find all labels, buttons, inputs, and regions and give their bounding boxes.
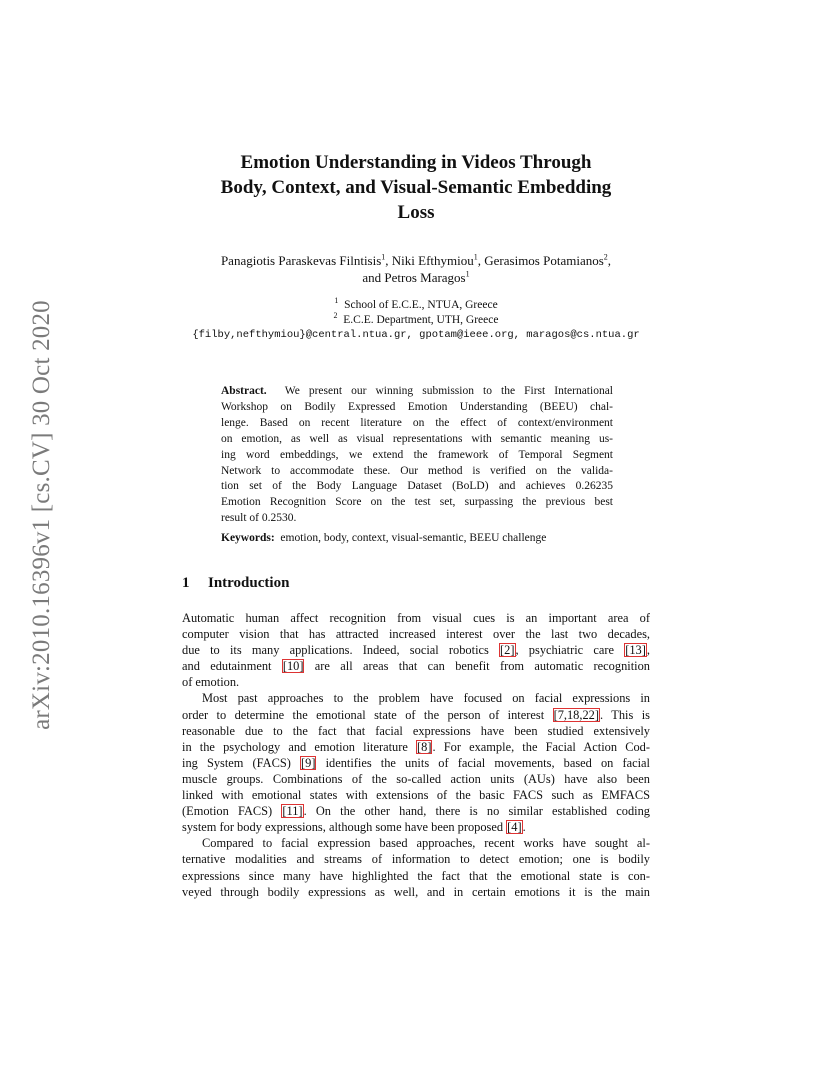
author-affil-mark: 1	[465, 269, 470, 279]
citation-link[interactable]: [13]	[625, 643, 646, 658]
body-line: reasonable due to the fact that facial expressions have been studied extensively	[182, 723, 650, 738]
section-heading	[182, 575, 289, 592]
arxiv-identifier[interactable]: arXiv:2010.16396v1 [cs.CV] 30 Oct 2020	[28, 300, 55, 730]
body-line: linked with emotional states with extensions of the basic FACS such as EMFACS	[182, 788, 650, 803]
abstract-line: Emotion Recognition Score on the test set, surpassing the previous best	[221, 496, 613, 509]
text-run: (Emotion FACS)	[182, 804, 282, 819]
body-line: Compared to facial expression based approaches, recent works have sought al-	[202, 836, 650, 851]
citation-link[interactable]: [9]	[301, 755, 316, 770]
abstract-line: We present our winning submission to the First International	[284, 385, 613, 397]
abstract-line: result of 0.2530.	[221, 512, 297, 525]
body-line: muscle groups. Combinations of the so-called action units (AUs) have also been	[182, 771, 650, 786]
affiliation-2: E.C.E. Department, UTH, Greece	[343, 314, 499, 326]
body-line: computer vision that has attracted increased interest over the last two decades,	[182, 627, 650, 642]
body-line: of emotion.	[182, 675, 240, 690]
author-emails[interactable]: {filby,nefthymiou}@central.ntua.gr, gpotam@ieee.org, maragos@cs.ntua.gr	[192, 329, 640, 341]
body-line	[182, 642, 650, 658]
keywords-text: emotion, body, context, visual-semantic, BEEU challenge	[280, 532, 547, 544]
text-run: .	[522, 820, 526, 835]
text-run: , psychiatric care	[515, 643, 625, 658]
abstract-line: ing word embeddings, we extend the framework of Temporal Segment	[221, 448, 613, 461]
title-line: Loss	[397, 202, 435, 223]
author-affil-mark: 1	[381, 252, 386, 262]
text-run: identifies the units of facial movements, based on facial	[316, 755, 650, 770]
citation-link[interactable]: [7,18,22]	[553, 707, 599, 722]
keywords	[221, 532, 621, 544]
arxiv-stamp	[22, 300, 62, 730]
text-run: order to determine the emotional state of the person of interest	[182, 707, 553, 722]
text-run: system for body expressions, although some have been proposed	[182, 820, 507, 835]
body-line: Most past approaches to the problem have focused on facial expressions in	[202, 691, 650, 706]
affil-mark: 2	[333, 311, 338, 321]
text-run: ing System (FACS)	[182, 755, 300, 770]
body-line: ternative modalities and streams of information to detect emotion; one is bodily	[182, 852, 650, 867]
citation-link[interactable]: [8]	[417, 739, 432, 754]
text-run: . For example, the Facial Action Cod-	[432, 739, 650, 754]
body-line: expressions since many have highlighted the fact that the emotional state is con-	[182, 868, 650, 883]
title-line: Emotion Understanding in Videos Through	[240, 152, 592, 173]
author-affil-mark: 1	[473, 252, 478, 262]
author-name: , Niki Efthymiou	[385, 253, 474, 268]
citation-link[interactable]: [11]	[282, 804, 303, 819]
body-line	[182, 803, 650, 819]
body-line	[182, 755, 650, 771]
abstract-line: Network to accommodate these. Our method is verified on the valida-	[221, 464, 613, 477]
paper-title	[160, 150, 672, 225]
text-run: in the psychology and emotion literature	[182, 739, 417, 754]
body-line: veyed through bodily expressions as well, and in certain emotions it is the main	[182, 884, 650, 899]
author-name: Panagiotis Paraskevas Filntisis	[220, 253, 382, 268]
text-run: . On the other hand, there is no similar established coding	[303, 804, 651, 819]
abstract-line: lenge. Based on recent literature on the effect of context/environment	[221, 416, 613, 429]
citation-link[interactable]: [10]	[282, 659, 304, 674]
body-line	[182, 707, 650, 723]
author-name: and Petros Maragos	[362, 270, 466, 285]
abstract-line: on emotion, as well as visual representations with semantic meaning us-	[221, 432, 613, 445]
body-line: Automatic human affect recognition from visual cues is an important area of	[182, 611, 650, 625]
keywords-label: Keywords:	[221, 532, 275, 544]
abstract-line: tion set of the Body Language Dataset (BoLD) and achieves 0.26235	[221, 480, 613, 493]
author-name: , Gerasimos Potamianos	[477, 253, 604, 268]
abstract	[221, 384, 613, 527]
text-run: due to its many applications. Indeed, social robotics	[182, 643, 500, 658]
affiliations	[160, 298, 672, 343]
body-line	[182, 658, 650, 674]
affil-mark: 1	[334, 296, 339, 306]
text-run: . This is	[600, 707, 650, 722]
body-line	[182, 819, 650, 835]
text-run: and edutainment	[182, 659, 282, 674]
citation-link[interactable]: [2]	[500, 643, 515, 658]
section-number: 1	[182, 575, 190, 591]
body-line	[182, 739, 650, 755]
citation-link[interactable]: [4]	[507, 820, 522, 835]
author-separator: ,	[607, 253, 612, 268]
title-line: Body, Context, and Visual-Semantic Embedding	[220, 177, 612, 198]
text-run: are all areas that can benefit from automatic recognition	[304, 659, 650, 674]
affiliation-1: School of E.C.E., NTUA, Greece	[344, 299, 498, 311]
abstract-label: Abstract.	[221, 385, 267, 397]
author-affil-mark: 2	[603, 252, 608, 262]
body-text	[182, 610, 650, 900]
text-run: ,	[646, 643, 650, 658]
author-list	[160, 252, 672, 286]
abstract-line: Workshop on Bodily Expressed Emotion Understanding (BEEU) chal-	[221, 400, 613, 413]
section-title: Introduction	[208, 575, 290, 591]
